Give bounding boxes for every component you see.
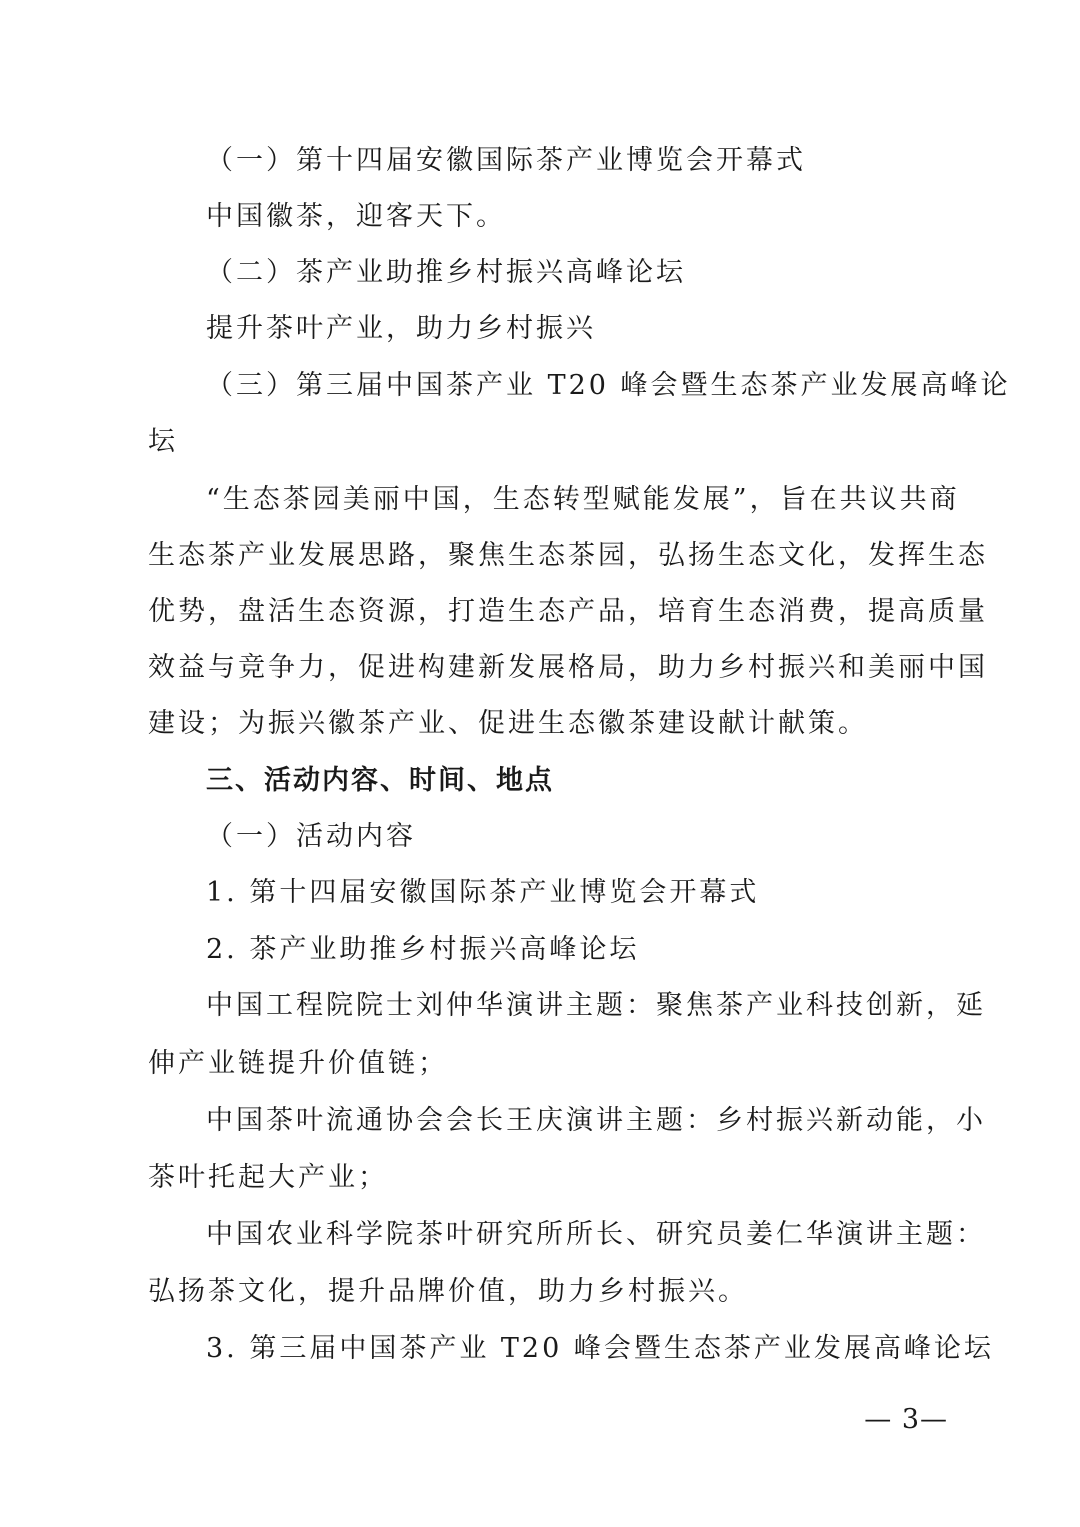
list-item: 2. 茶产业助推乡村振兴高峰论坛 bbox=[206, 934, 640, 965]
paragraph-line: 生态茶产业发展思路，聚焦生态茶园，弘扬生态文化，发挥生态 bbox=[148, 540, 988, 571]
subheading-activity-content: （一）活动内容 bbox=[206, 821, 416, 852]
paragraph-line: 优势，盘活生态资源，打造生态产品，培育生态消费，提高质量 bbox=[148, 596, 988, 627]
paragraph-line: 中国农业科学院茶叶研究所所长、研究员姜仁华演讲主题： bbox=[206, 1219, 986, 1250]
page-number: — 3— bbox=[864, 1404, 948, 1435]
paragraph-line: 效益与竞争力，促进构建新发展格局，助力乡村振兴和美丽中国 bbox=[148, 652, 988, 683]
paragraph-line: 中国茶叶流通协会会长王庆演讲主题：乡村振兴新动能，小 bbox=[206, 1105, 986, 1136]
subheading-2: （二）茶产业助推乡村振兴高峰论坛 bbox=[206, 257, 686, 288]
paragraph-line: 建设；为振兴徽茶产业、促进生态徽茶建设献计献策。 bbox=[148, 708, 868, 739]
section-heading: 三、活动内容、时间、地点 bbox=[206, 765, 554, 796]
paragraph-line: 提升茶叶产业，助力乡村振兴 bbox=[206, 313, 596, 344]
paragraph-line: 茶叶托起大产业； bbox=[148, 1162, 388, 1193]
paragraph-line: 坛 bbox=[148, 426, 178, 457]
list-item: 1. 第十四届安徽国际茶产业博览会开幕式 bbox=[206, 877, 760, 908]
paragraph-line: 伸产业链提升价值链； bbox=[148, 1048, 448, 1079]
list-item: 3. 第三届中国茶产业 T20 峰会暨生态茶产业发展高峰论坛 bbox=[206, 1333, 994, 1364]
subheading-1: （一）第十四届安徽国际茶产业博览会开幕式 bbox=[206, 145, 806, 176]
paragraph-line: “生态茶园美丽中国，生态转型赋能发展”，旨在共议共商 bbox=[206, 484, 960, 515]
paragraph-line: 中国工程院院士刘仲华演讲主题：聚焦茶产业科技创新，延 bbox=[206, 990, 986, 1021]
paragraph-line: 中国徽茶，迎客天下。 bbox=[206, 201, 506, 232]
paragraph-line: 弘扬茶文化，提升品牌价值，助力乡村振兴。 bbox=[148, 1276, 748, 1307]
subheading-3: （三）第三届中国茶产业 T20 峰会暨生态茶产业发展高峰论 bbox=[206, 370, 1011, 401]
